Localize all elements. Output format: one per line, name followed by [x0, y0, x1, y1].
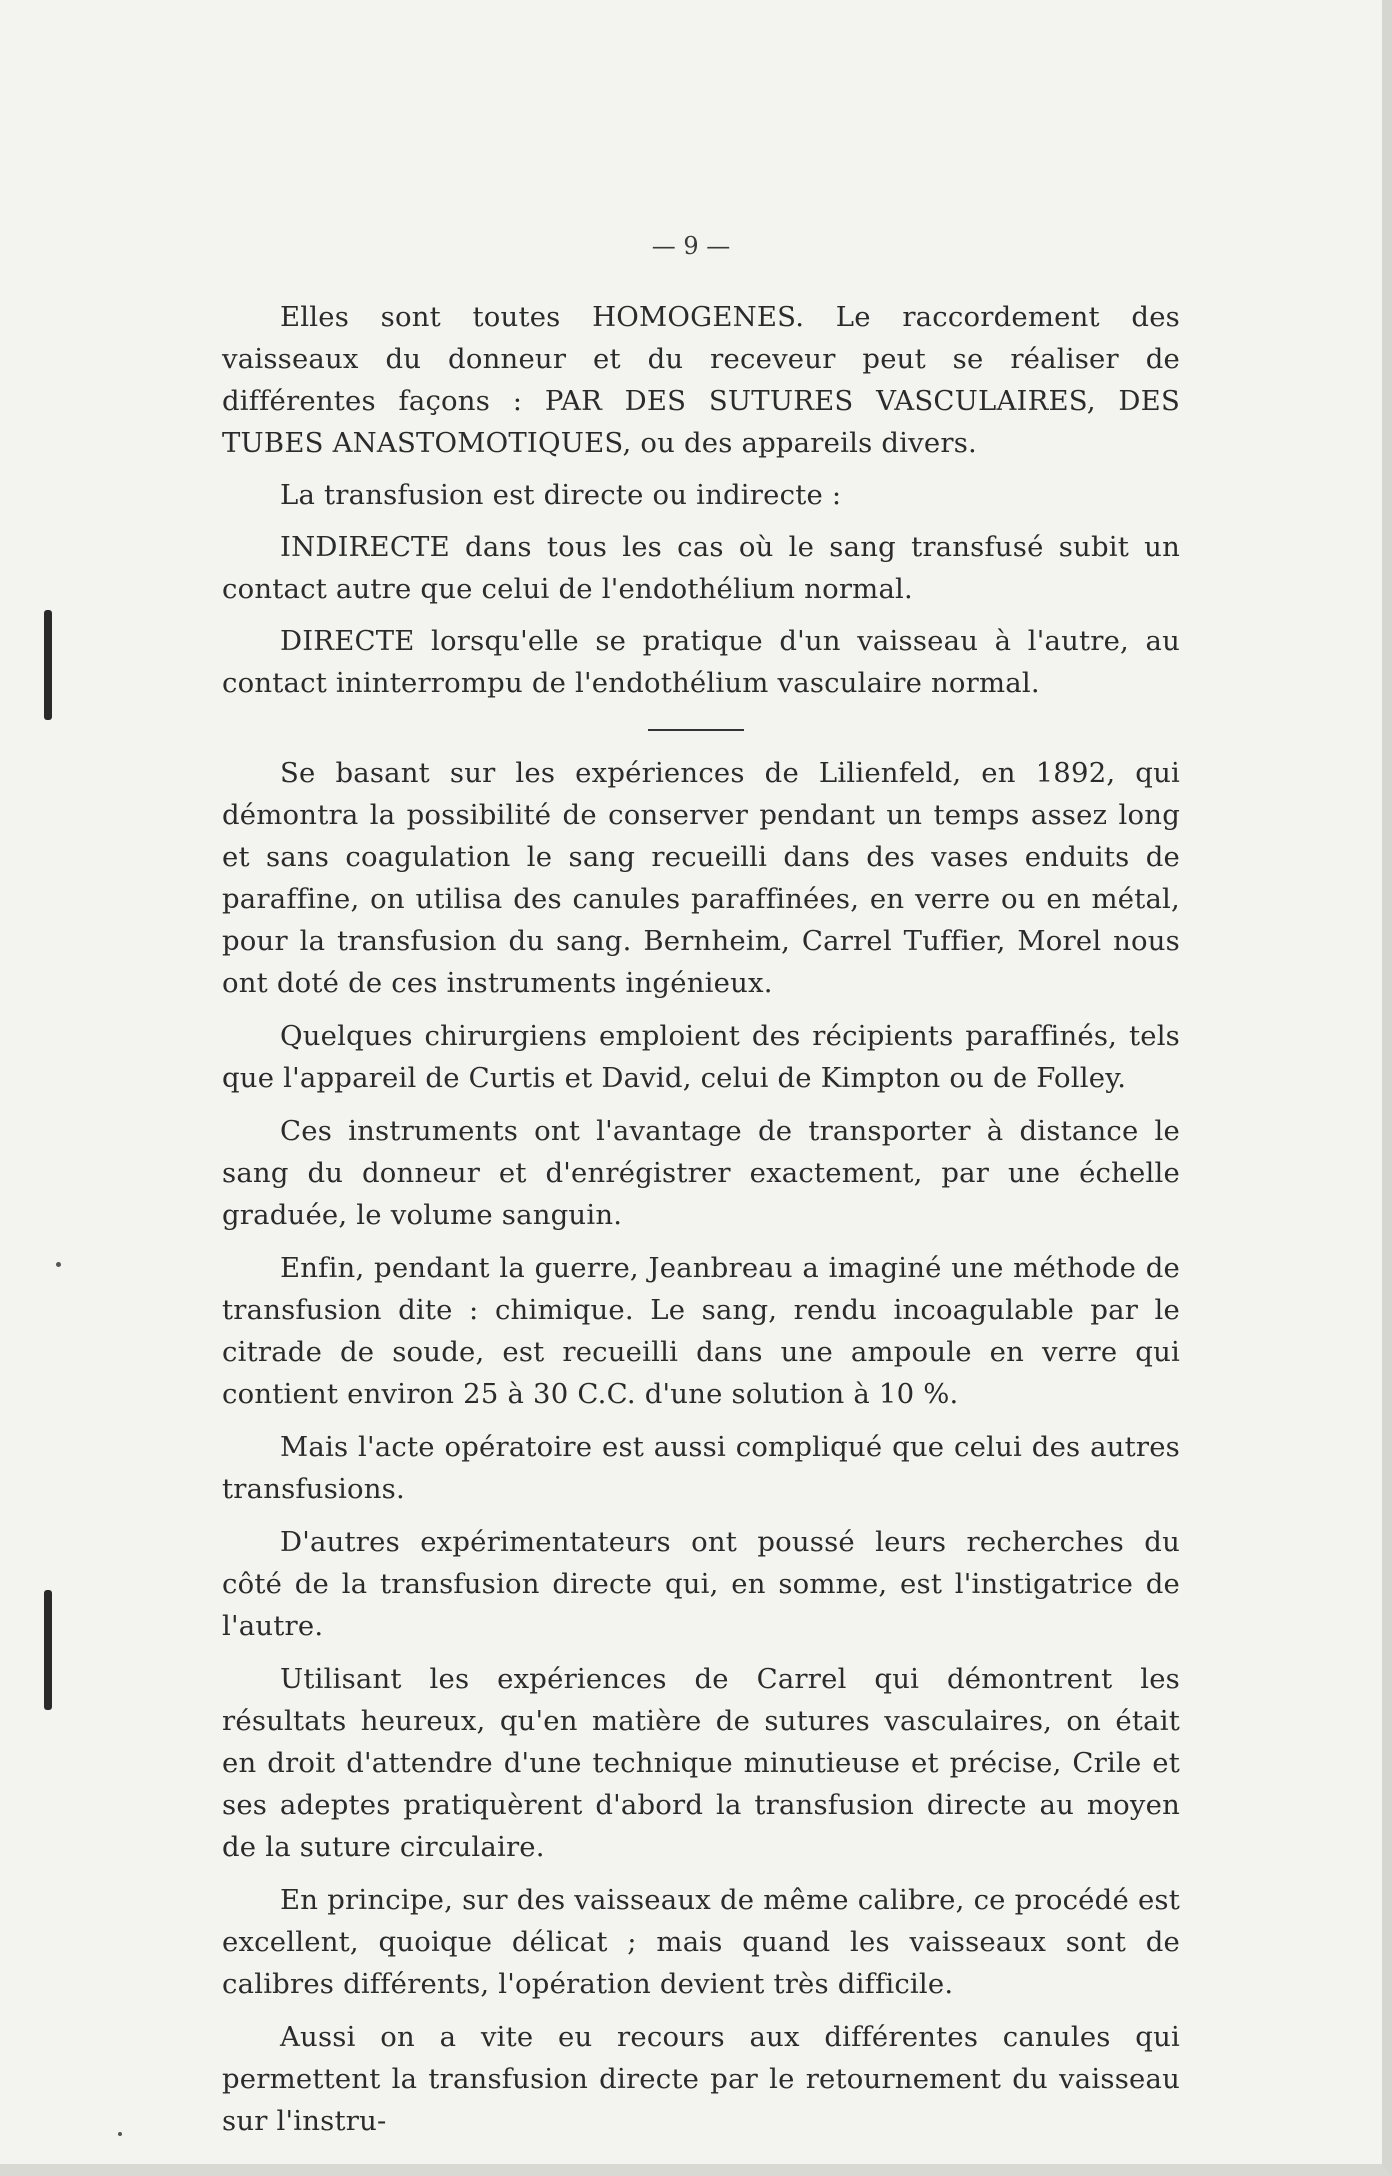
- paragraph: DIRECTE lorsqu'elle se pratique d'un vaisseau à l'autre, au contact ininterrompu de l'endothélium vasculaire normal.: [222, 625, 1180, 699]
- paragraph: Ces instruments ont l'avantage de transporter à distance le sang du donneur et d'enrégistrer exactement, par une échelle graduée, le volume sanguin.: [222, 1115, 1180, 1231]
- binding-mark: [44, 610, 52, 720]
- paper-speck: [118, 2132, 122, 2136]
- section-divider: [648, 729, 744, 731]
- page-number: — 9 —: [651, 232, 731, 260]
- text-block-top: [222, 296, 1180, 714]
- paragraph: Quelques chirurgiens emploient des récipients paraffinés, tels que l'appareil de Curtis et David, celui de Kimpton ou de Folley.: [222, 1020, 1180, 1094]
- paragraph: Enfin, pendant la guerre, Jeanbreau a imaginé une méthode de transfusion dite : chimique. Le sang, rendu incoagulable par le citrade de soude, est recueilli dans une ampoule en verre qui contient environ 25 à 30 C.C. d'une solution à 10 %.: [222, 1252, 1180, 1410]
- paragraph: En principe, sur des vaisseaux de même calibre, ce procédé est excellent, quoique délicat ; mais quand les vaisseaux sont de calibres différents, l'opération devient très difficile.: [222, 1884, 1180, 2000]
- paragraph: Elles sont toutes HOMOGENES. Le raccordement des vaisseaux du donneur et du receveur peut se réaliser de différentes façons : PAR DES SUTURES VASCULAIRES, DES TUBES ANASTOMOTIQUES, ou des appareils divers.: [222, 301, 1180, 459]
- paper-speck: [56, 1262, 61, 1267]
- paragraph: INDIRECTE dans tous les cas où le sang transfusé subit un contact autre que celui de l'endothélium normal.: [222, 531, 1180, 605]
- paragraph: D'autres expérimentateurs ont poussé leurs recherches du côté de la transfusion directe qui, en somme, est l'instigatrice de l'autre.: [222, 1526, 1180, 1642]
- paragraph: Utilisant les expériences de Carrel qui démontrent les résultats heureux, qu'en matière de sutures vasculaires, on était en droit d'attendre d'une technique minutieuse et précise, Crile et ses adeptes pratiquèrent d'abord la transfusion directe au moyen de la suture circulaire.: [222, 1663, 1180, 1863]
- paragraph: Mais l'acte opératoire est aussi compliqué que celui des autres transfusions.: [222, 1431, 1180, 1505]
- binding-mark: [44, 1590, 52, 1710]
- paragraph: Se basant sur les expériences de Lilienfeld, en 1892, qui démontra la possibilité de conserver pendant un temps assez long et sans coagulation le sang recueilli dans des vases enduits de paraffine, on utilisa des canules paraffinées, en verre ou en métal, pour la transfusion du sang. Bernheim, Carrel Tuffier, Morel nous ont doté de ces instruments ingénieux.: [222, 757, 1180, 999]
- paragraph: Aussi on a vite eu recours aux différentes canules qui permettent la transfusion directe par le retournement du vaisseau sur l'instru-: [222, 2021, 1180, 2137]
- paragraph: La transfusion est directe ou indirecte :: [280, 479, 842, 511]
- text-block-bottom: [222, 752, 1180, 2153]
